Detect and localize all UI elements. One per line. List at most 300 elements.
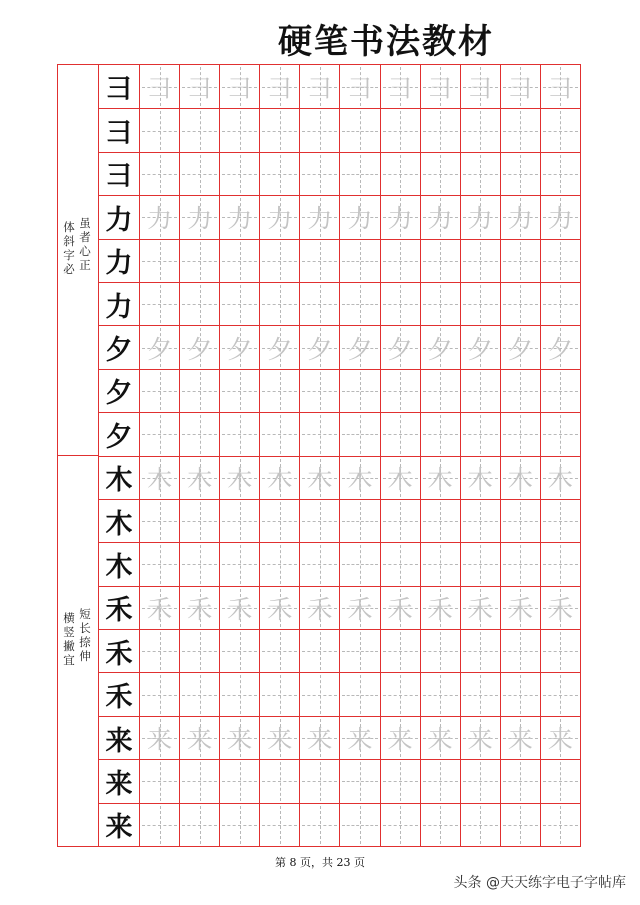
- practice-cell[interactable]: [259, 543, 299, 585]
- practice-cell[interactable]: [179, 804, 219, 846]
- trace-char: 禾: [307, 594, 333, 624]
- practice-cell[interactable]: [420, 65, 460, 108]
- practice-row: [99, 239, 580, 282]
- page-footer: 第 8 页，共 23 页: [275, 856, 365, 869]
- practice-cell[interactable]: [179, 587, 219, 629]
- tip-char: 捺: [79, 635, 91, 649]
- practice-cell[interactable]: [299, 587, 339, 629]
- practice-cell[interactable]: [299, 760, 339, 802]
- model-char-cell: [99, 196, 139, 238]
- practice-cell[interactable]: [540, 413, 580, 455]
- tip-char: 竖: [63, 625, 75, 639]
- practice-cell[interactable]: [420, 804, 460, 846]
- practice-cell[interactable]: [299, 196, 339, 238]
- practice-cell[interactable]: [139, 717, 179, 759]
- practice-row: [99, 65, 580, 108]
- practice-cell[interactable]: [380, 673, 420, 715]
- trace-char: 彐: [227, 73, 253, 103]
- practice-cell[interactable]: [339, 804, 379, 846]
- trace-char: 来: [387, 725, 413, 755]
- practice-cell[interactable]: [380, 543, 420, 585]
- practice-cell[interactable]: [139, 153, 179, 195]
- practice-cell[interactable]: [219, 717, 259, 759]
- practice-cell[interactable]: [540, 500, 580, 542]
- practice-cell[interactable]: [299, 804, 339, 846]
- tip-char: 必: [63, 262, 75, 276]
- tip-char: 斜: [63, 234, 75, 248]
- practice-cell[interactable]: [460, 630, 500, 672]
- tip-char: 长: [79, 621, 91, 635]
- practice-cell[interactable]: [420, 326, 460, 368]
- practice-cell[interactable]: [540, 804, 580, 846]
- practice-cell[interactable]: [380, 370, 420, 412]
- trace-char: 彐: [387, 73, 413, 103]
- practice-cell[interactable]: [259, 370, 299, 412]
- practice-cell[interactable]: [380, 413, 420, 455]
- practice-cell[interactable]: [500, 109, 540, 151]
- model-char: 禾: [105, 638, 133, 670]
- practice-cell[interactable]: [540, 240, 580, 282]
- practice-cell[interactable]: [460, 153, 500, 195]
- trace-char: 彐: [147, 73, 173, 103]
- practice-cell[interactable]: [299, 717, 339, 759]
- practice-row: [99, 325, 580, 368]
- practice-cell[interactable]: [179, 326, 219, 368]
- trace-char: 来: [307, 725, 333, 755]
- trace-char: 禾: [147, 594, 173, 624]
- practice-cell[interactable]: [380, 457, 420, 499]
- practice-cell[interactable]: [259, 326, 299, 368]
- trace-char: 力: [467, 204, 493, 234]
- trace-char: 木: [507, 464, 533, 494]
- practice-row: [99, 282, 580, 325]
- model-char: 木: [105, 551, 133, 583]
- practice-cell[interactable]: [259, 65, 299, 108]
- practice-cell[interactable]: [259, 630, 299, 672]
- practice-cell[interactable]: [219, 65, 259, 108]
- practice-cell[interactable]: [139, 543, 179, 585]
- practice-cell[interactable]: [139, 240, 179, 282]
- model-char: 力: [105, 204, 133, 236]
- practice-cell[interactable]: [179, 109, 219, 151]
- trace-char: 夕: [307, 334, 333, 364]
- trace-char: 夕: [387, 334, 413, 364]
- practice-cell[interactable]: [339, 543, 379, 585]
- practice-row: [99, 759, 580, 802]
- practice-cell[interactable]: [139, 370, 179, 412]
- practice-cell[interactable]: [219, 673, 259, 715]
- practice-cell[interactable]: [500, 283, 540, 325]
- practice-cell[interactable]: [540, 630, 580, 672]
- practice-cell[interactable]: [380, 109, 420, 151]
- practice-cell[interactable]: [219, 543, 259, 585]
- practice-cell[interactable]: [339, 587, 379, 629]
- practice-cell[interactable]: [540, 673, 580, 715]
- practice-cell[interactable]: [179, 717, 219, 759]
- practice-cell[interactable]: [299, 673, 339, 715]
- trace-char: 来: [547, 725, 573, 755]
- practice-cell[interactable]: [380, 717, 420, 759]
- practice-cell[interactable]: [179, 196, 219, 238]
- practice-cell[interactable]: [179, 760, 219, 802]
- practice-cell[interactable]: [540, 370, 580, 412]
- practice-cell[interactable]: [299, 240, 339, 282]
- practice-cell[interactable]: [179, 630, 219, 672]
- practice-cell[interactable]: [500, 153, 540, 195]
- practice-cell[interactable]: [420, 500, 460, 542]
- practice-cell[interactable]: [139, 196, 179, 238]
- practice-cell[interactable]: [500, 370, 540, 412]
- practice-cell[interactable]: [540, 457, 580, 499]
- tip-note-1-col-b: [62, 220, 76, 276]
- practice-cell[interactable]: [380, 283, 420, 325]
- trace-char: 禾: [187, 594, 213, 624]
- trace-char: 夕: [267, 334, 293, 364]
- practice-cell[interactable]: [420, 543, 460, 585]
- model-char-cell: [99, 587, 139, 629]
- trace-char: 力: [147, 204, 173, 234]
- practice-cell[interactable]: [420, 457, 460, 499]
- trace-char: 来: [467, 725, 493, 755]
- practice-cell[interactable]: [500, 65, 540, 108]
- practice-cell[interactable]: [299, 370, 339, 412]
- model-char: 夕: [105, 378, 133, 410]
- practice-cell[interactable]: [540, 196, 580, 238]
- practice-cell[interactable]: [500, 630, 540, 672]
- practice-cell[interactable]: [540, 587, 580, 629]
- trace-char: 禾: [387, 594, 413, 624]
- trace-char: 夕: [427, 334, 453, 364]
- trace-char: 力: [507, 204, 533, 234]
- trace-char: 夕: [347, 334, 373, 364]
- practice-cell[interactable]: [420, 673, 460, 715]
- practice-cell[interactable]: [380, 760, 420, 802]
- practice-cell[interactable]: [460, 587, 500, 629]
- trace-char: 来: [147, 725, 173, 755]
- practice-cell[interactable]: [339, 457, 379, 499]
- practice-cell[interactable]: [460, 543, 500, 585]
- practice-row: [99, 672, 580, 715]
- practice-cell[interactable]: [259, 283, 299, 325]
- practice-cell[interactable]: [219, 587, 259, 629]
- practice-cell[interactable]: [299, 543, 339, 585]
- practice-cell[interactable]: [179, 543, 219, 585]
- practice-cell[interactable]: [139, 326, 179, 368]
- tips-column: [58, 65, 99, 846]
- practice-cell[interactable]: [179, 413, 219, 455]
- practice-cell[interactable]: [219, 283, 259, 325]
- trace-char: 力: [307, 204, 333, 234]
- practice-cell[interactable]: [460, 283, 500, 325]
- practice-cell[interactable]: [380, 587, 420, 629]
- practice-cell[interactable]: [420, 717, 460, 759]
- practice-cell[interactable]: [460, 109, 500, 151]
- model-char: 彐: [105, 161, 133, 193]
- practice-cell[interactable]: [259, 153, 299, 195]
- model-char-cell: [99, 109, 139, 151]
- practice-cell[interactable]: [460, 326, 500, 368]
- trace-char: 禾: [467, 594, 493, 624]
- practice-cell[interactable]: [420, 109, 460, 151]
- practice-cell[interactable]: [540, 326, 580, 368]
- practice-cell[interactable]: [460, 413, 500, 455]
- practice-cell[interactable]: [339, 109, 379, 151]
- practice-row: [99, 499, 580, 542]
- practice-cell[interactable]: [219, 804, 259, 846]
- model-char: 来: [105, 768, 133, 800]
- practice-cell[interactable]: [139, 760, 179, 802]
- trace-char: 木: [427, 464, 453, 494]
- trace-char: 夕: [467, 334, 493, 364]
- trace-char: 木: [267, 464, 293, 494]
- practice-cell[interactable]: [500, 543, 540, 585]
- practice-cell[interactable]: [500, 240, 540, 282]
- practice-cell[interactable]: [139, 413, 179, 455]
- practice-cell[interactable]: [500, 673, 540, 715]
- practice-row: [99, 412, 580, 455]
- trace-char: 夕: [187, 334, 213, 364]
- practice-cell[interactable]: [540, 65, 580, 108]
- practice-cell[interactable]: [299, 283, 339, 325]
- practice-cell[interactable]: [219, 760, 259, 802]
- practice-cell[interactable]: [420, 587, 460, 629]
- practice-row: [99, 456, 580, 499]
- model-char-cell: [99, 760, 139, 802]
- practice-cell[interactable]: [460, 717, 500, 759]
- model-char: 来: [105, 725, 133, 757]
- practice-cell[interactable]: [219, 370, 259, 412]
- practice-cell[interactable]: [500, 587, 540, 629]
- practice-cell[interactable]: [460, 673, 500, 715]
- practice-cell[interactable]: [420, 283, 460, 325]
- practice-cell[interactable]: [420, 370, 460, 412]
- practice-cell[interactable]: [219, 500, 259, 542]
- practice-row: [99, 716, 580, 759]
- practice-cell[interactable]: [299, 109, 339, 151]
- practice-cell[interactable]: [339, 65, 379, 108]
- trace-char: 力: [227, 204, 253, 234]
- model-char-cell: [99, 543, 139, 585]
- practice-cell[interactable]: [339, 196, 379, 238]
- practice-cell[interactable]: [500, 413, 540, 455]
- practice-cell[interactable]: [259, 500, 299, 542]
- practice-cell[interactable]: [339, 326, 379, 368]
- practice-cell[interactable]: [299, 413, 339, 455]
- tip-char: 心: [79, 244, 91, 258]
- practice-cell[interactable]: [259, 587, 299, 629]
- practice-cell[interactable]: [339, 240, 379, 282]
- practice-cell[interactable]: [219, 630, 259, 672]
- practice-cell[interactable]: [299, 500, 339, 542]
- trace-char: 力: [427, 204, 453, 234]
- practice-cell[interactable]: [460, 240, 500, 282]
- practice-cell[interactable]: [540, 153, 580, 195]
- tip-char: 体: [63, 220, 75, 234]
- practice-cell[interactable]: [420, 630, 460, 672]
- practice-cell[interactable]: [179, 65, 219, 108]
- trace-char: 来: [507, 725, 533, 755]
- practice-cell[interactable]: [460, 804, 500, 846]
- practice-cell[interactable]: [179, 153, 219, 195]
- practice-cell[interactable]: [540, 760, 580, 802]
- trace-char: 来: [227, 725, 253, 755]
- practice-cell[interactable]: [139, 804, 179, 846]
- practice-cell[interactable]: [139, 587, 179, 629]
- trace-char: 彐: [507, 73, 533, 103]
- practice-cell[interactable]: [299, 630, 339, 672]
- practice-cell[interactable]: [460, 500, 500, 542]
- practice-cell[interactable]: [219, 196, 259, 238]
- practice-cell[interactable]: [259, 240, 299, 282]
- practice-row: [99, 629, 580, 672]
- practice-cell[interactable]: [540, 109, 580, 151]
- tip-char: 者: [79, 230, 91, 244]
- practice-sheet: [57, 64, 581, 847]
- tip-char: 撇: [63, 639, 75, 653]
- trace-char: 木: [467, 464, 493, 494]
- practice-cell[interactable]: [299, 457, 339, 499]
- trace-char: 木: [547, 464, 573, 494]
- model-char: 木: [105, 508, 133, 540]
- practice-cell[interactable]: [420, 760, 460, 802]
- practice-cell[interactable]: [179, 457, 219, 499]
- practice-cell[interactable]: [339, 630, 379, 672]
- practice-cell[interactable]: [339, 500, 379, 542]
- model-char-cell: [99, 283, 139, 325]
- trace-char: 彐: [187, 73, 213, 103]
- practice-cell[interactable]: [259, 673, 299, 715]
- tip-char: 横: [63, 611, 75, 625]
- trace-char: 力: [267, 204, 293, 234]
- trace-char: 禾: [267, 594, 293, 624]
- practice-cell[interactable]: [500, 500, 540, 542]
- trace-char: 彐: [267, 73, 293, 103]
- model-char: 夕: [105, 335, 133, 367]
- model-char-cell: [99, 717, 139, 759]
- practice-cell[interactable]: [139, 283, 179, 325]
- trace-char: 力: [387, 204, 413, 234]
- practice-cell[interactable]: [380, 196, 420, 238]
- practice-cell[interactable]: [339, 673, 379, 715]
- practice-row: [99, 369, 580, 412]
- model-char-cell: [99, 326, 139, 368]
- practice-cell[interactable]: [420, 240, 460, 282]
- trace-char: 彐: [347, 73, 373, 103]
- practice-cell[interactable]: [380, 240, 420, 282]
- practice-cell[interactable]: [139, 673, 179, 715]
- practice-cell[interactable]: [299, 153, 339, 195]
- model-char-cell: [99, 240, 139, 282]
- practice-cell[interactable]: [259, 457, 299, 499]
- practice-cell[interactable]: [219, 153, 259, 195]
- practice-cell[interactable]: [460, 370, 500, 412]
- practice-cell[interactable]: [500, 326, 540, 368]
- trace-char: 彐: [467, 73, 493, 103]
- practice-cell[interactable]: [299, 326, 339, 368]
- practice-cell[interactable]: [500, 760, 540, 802]
- practice-cell[interactable]: [339, 370, 379, 412]
- practice-cell[interactable]: [139, 65, 179, 108]
- model-char: 力: [105, 248, 133, 280]
- practice-cell[interactable]: [179, 500, 219, 542]
- practice-cell[interactable]: [219, 413, 259, 455]
- practice-cell[interactable]: [219, 326, 259, 368]
- tip-note-2-col-a: [78, 607, 92, 667]
- practice-row: [99, 152, 580, 195]
- practice-cell[interactable]: [380, 804, 420, 846]
- practice-cell[interactable]: [420, 413, 460, 455]
- practice-cell[interactable]: [219, 109, 259, 151]
- practice-cell[interactable]: [259, 413, 299, 455]
- practice-cell[interactable]: [259, 717, 299, 759]
- practice-cell[interactable]: [500, 804, 540, 846]
- model-char-cell: [99, 153, 139, 195]
- practice-cell[interactable]: [540, 717, 580, 759]
- page-title: 硬笔书法教材: [278, 22, 494, 62]
- practice-cell[interactable]: [380, 326, 420, 368]
- trace-char: 木: [347, 464, 373, 494]
- practice-cell[interactable]: [339, 717, 379, 759]
- model-char-cell: [99, 65, 139, 108]
- tip-char: 字: [63, 248, 75, 262]
- practice-cell[interactable]: [179, 673, 219, 715]
- practice-cell[interactable]: [540, 543, 580, 585]
- practice-cell[interactable]: [500, 717, 540, 759]
- model-char: 力: [105, 291, 133, 323]
- practice-cell[interactable]: [500, 196, 540, 238]
- practice-cell[interactable]: [259, 109, 299, 151]
- practice-cell[interactable]: [420, 196, 460, 238]
- practice-cell[interactable]: [179, 370, 219, 412]
- practice-cell[interactable]: [339, 153, 379, 195]
- practice-cell[interactable]: [259, 804, 299, 846]
- practice-cell[interactable]: [380, 630, 420, 672]
- practice-cell[interactable]: [380, 65, 420, 108]
- practice-cell[interactable]: [500, 457, 540, 499]
- trace-char: 夕: [507, 334, 533, 364]
- practice-cell[interactable]: [460, 196, 500, 238]
- practice-cell[interactable]: [339, 760, 379, 802]
- trace-char: 禾: [427, 594, 453, 624]
- practice-cell[interactable]: [460, 65, 500, 108]
- practice-cell[interactable]: [259, 760, 299, 802]
- practice-cell[interactable]: [219, 457, 259, 499]
- trace-char: 夕: [547, 334, 573, 364]
- practice-cell[interactable]: [540, 283, 580, 325]
- practice-cell[interactable]: [339, 413, 379, 455]
- model-char: 来: [105, 812, 133, 844]
- practice-cell[interactable]: [339, 283, 379, 325]
- practice-cell[interactable]: [380, 500, 420, 542]
- practice-cell[interactable]: [179, 240, 219, 282]
- practice-cell[interactable]: [139, 500, 179, 542]
- trace-char: 禾: [507, 594, 533, 624]
- trace-char: 夕: [147, 334, 173, 364]
- practice-cell[interactable]: [380, 153, 420, 195]
- model-char-cell: [99, 370, 139, 412]
- practice-cell[interactable]: [219, 240, 259, 282]
- practice-cell[interactable]: [299, 65, 339, 108]
- practice-cell[interactable]: [179, 283, 219, 325]
- practice-cell[interactable]: [460, 457, 500, 499]
- practice-cell[interactable]: [420, 153, 460, 195]
- model-char-cell: [99, 804, 139, 846]
- practice-cell[interactable]: [139, 630, 179, 672]
- practice-cell[interactable]: [259, 196, 299, 238]
- practice-cell[interactable]: [139, 457, 179, 499]
- practice-cell[interactable]: [139, 109, 179, 151]
- practice-cell[interactable]: [460, 760, 500, 802]
